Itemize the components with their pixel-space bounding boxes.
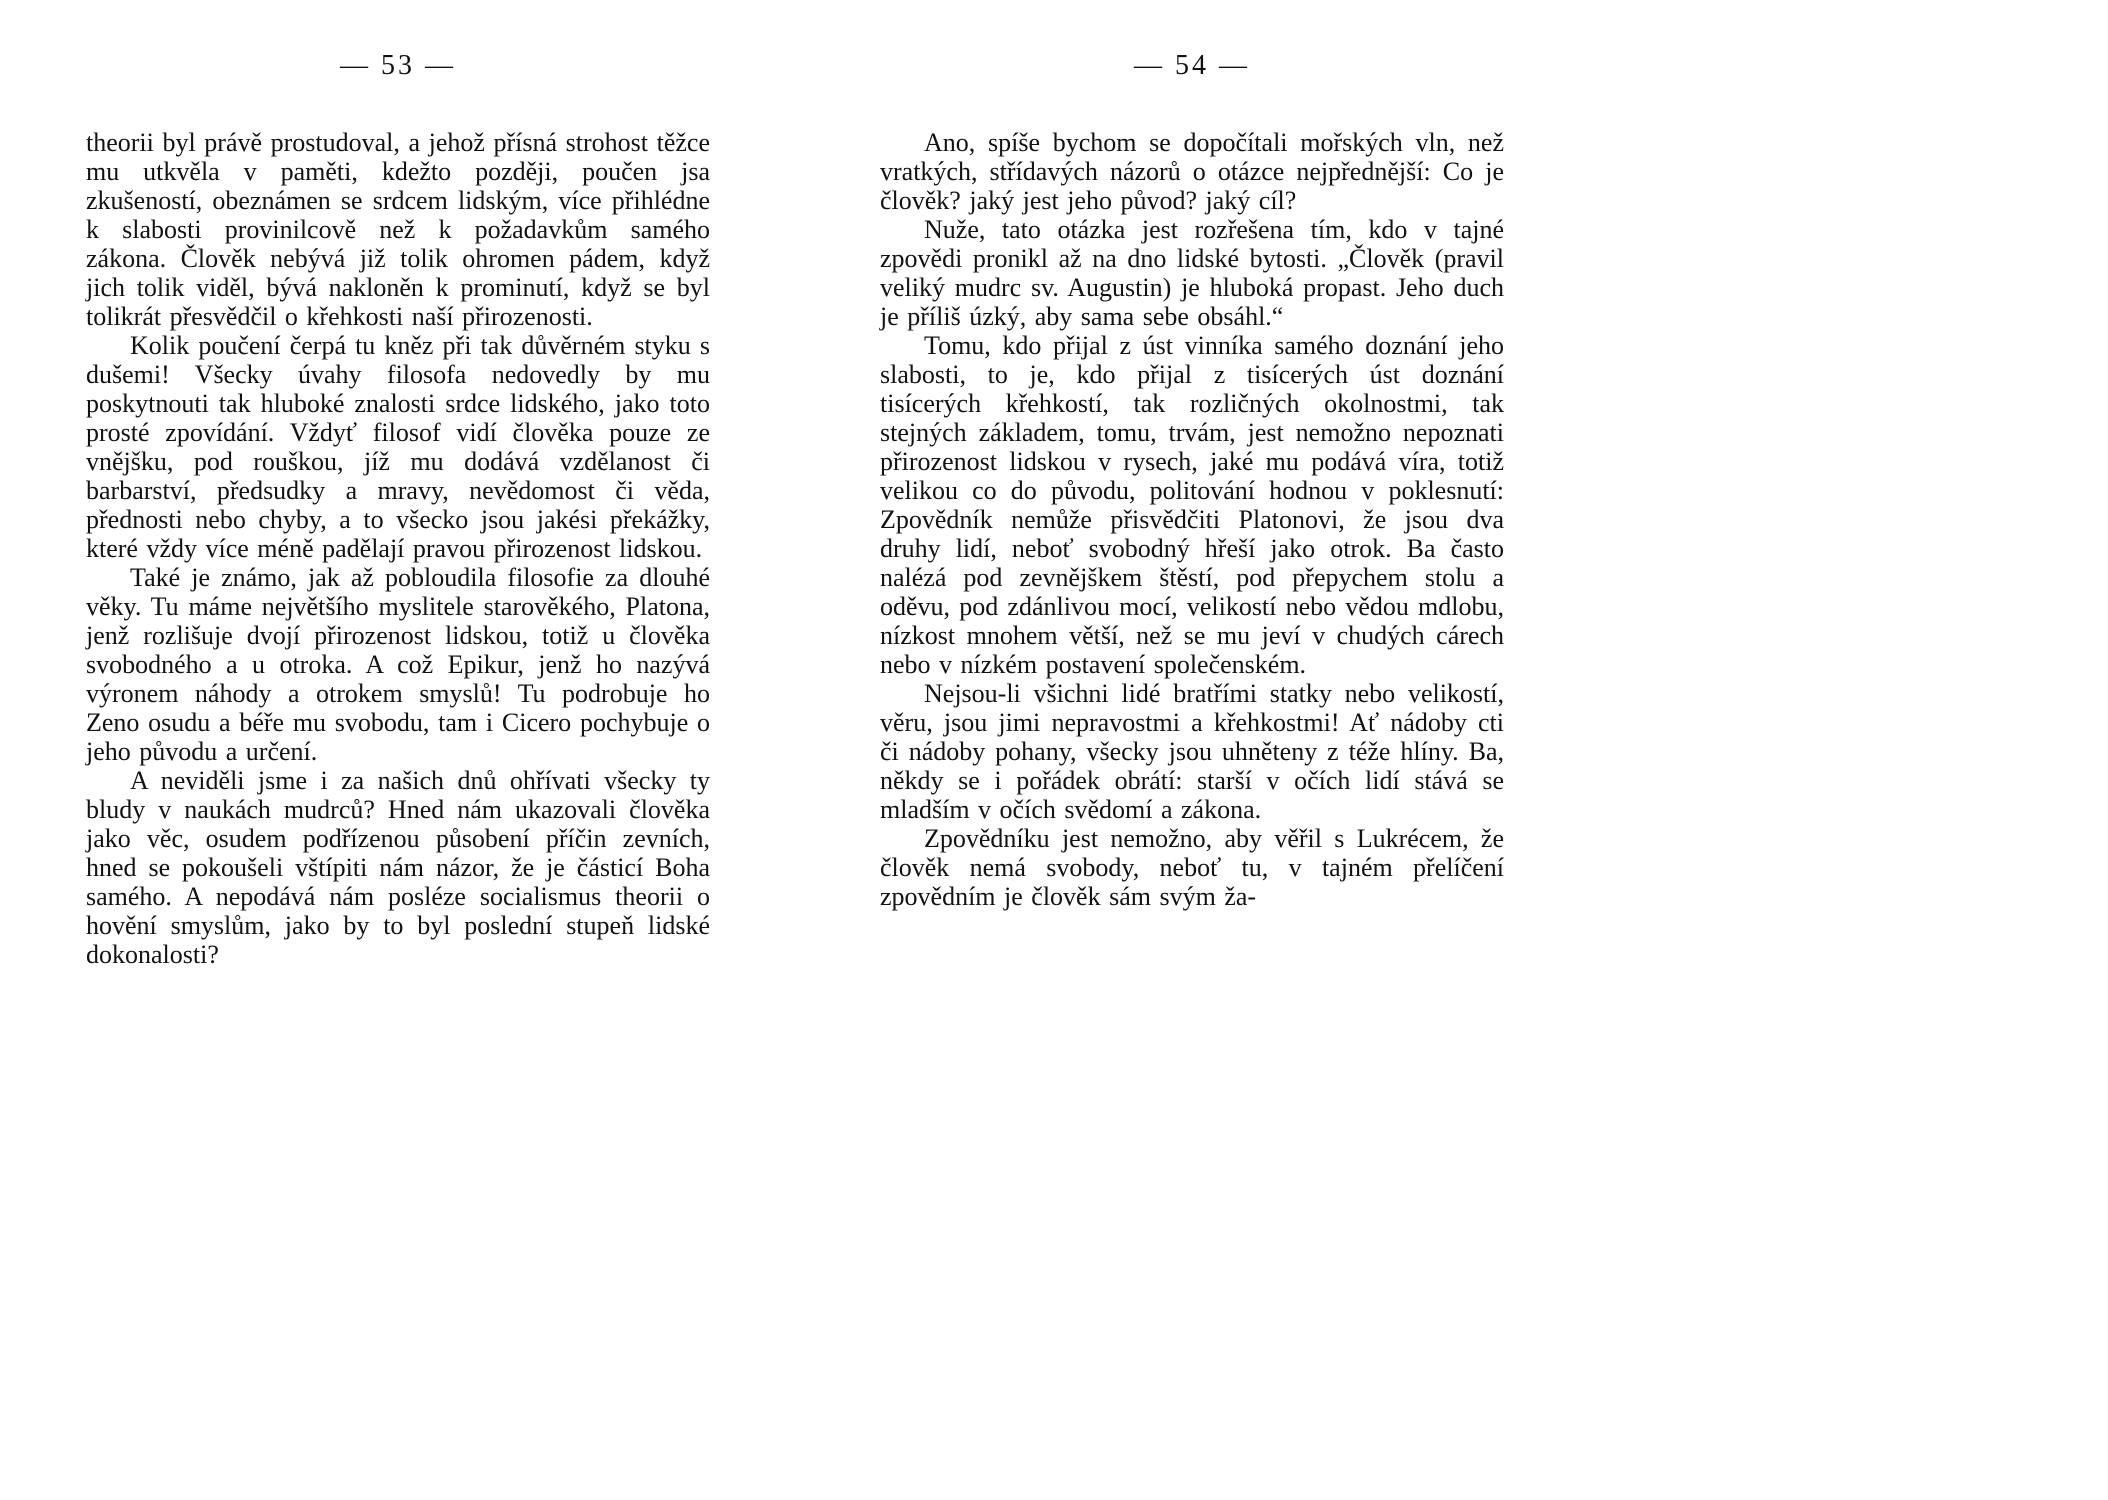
page-54 — [880, 50, 1504, 911]
page-number-54: — 54 — — [1134, 50, 1250, 81]
page-53 — [86, 50, 710, 969]
page-number-53: — 53 — — [340, 50, 456, 81]
paragraph: Nejsou-li všichni lidé bratřími statky nebo velikostí, věru, jsou jimi nepravostmi a křehkostmi! Ať nádoby cti či nádoby pohany, všecky jsou uhněteny z téže hlíny. Ba, někdy se i pořádek obrátí: starší v očích lidí stává se mladším v očích svědomí a zákona. — [880, 679, 1504, 824]
paragraph: Kolik poučení čerpá tu kněz při tak důvěrném styku s dušemi! Všecky úvahy filosofa nedovedly by mu poskytnouti tak hluboké znalosti srdce lidského, jako toto prosté zpovídání. Vždyť filosof vidí člověka pouze ze vnějšku, pod rouškou, jíž mu dodává vzdělanost či barbarství, předsudky a mravy, nevědomost či věda, přednosti nebo chyby, a to všecko jsou jakési překážky, které vždy více méně padělají pravou přirozenost lidskou. — [86, 331, 710, 563]
paragraph: Ano, spíše bychom se dopočítali mořských vln, než vratkých, střídavých názorů o otázce nejpřednější: Co je člověk? jaký jest jeho původ? jaký cíl? — [880, 128, 1504, 215]
paragraph: Také je známo, jak až pobloudila filosofie za dlouhé věky. Tu máme největšího myslitele starověkého, Platona, jenž rozlišuje dvojí přirozenost lidskou, totiž u člověka svobodného a u otroka. A což Epikur, jenž ho nazývá výronem náhody a otrokem smyslů! Tu podrobuje ho Zeno osudu a béře mu svobodu, tam i Cicero pochybuje o jeho původu a určení. — [86, 563, 710, 766]
paragraph: Tomu, kdo přijal z úst vinníka samého doznání jeho slabosti, to je, kdo přijal z tisícerých úst doznání tisícerých křehkostí, tak rozličných okolnostmi, tak stejných základem, tomu, trvám, jest nemožno nepoznati přirozenost lidskou v rysech, jaké mu podává víra, totiž velikou co do původu, politování hodnou v poklesnutí: Zpovědník nemůže přisvědčiti Platonovi, že jsou dva druhy lidí, neboť svobodný hřeší jako otrok. Ba často nalézá pod zevnějškem štěstí, pod přepychem stolu a oděvu, pod zdánlivou mocí, velikostí nebo vědou mdlobu, nízkost mnohem větší, než se mu jeví v chudých cárech nebo v nízkém postavení společenském. — [880, 331, 1504, 679]
paragraph: A neviděli jsme i za našich dnů ohřívati všecky ty bludy v naukách mudrců? Hned nám ukazovali člověka jako věc, osudem podřízenou působení příčin zevních, hned se pokoušeli vštípiti nám názor, že je částicí Boha samého. A nepodává nám posléze socialismus theorii o hovění smyslům, jako by to byl poslední stupeň lidské dokonalosti? — [86, 766, 710, 969]
paragraph: Nuže, tato otázka jest rozřešena tím, kdo v tajné zpovědi pronikl až na dno lidské bytosti. „Člověk (pravil veliký mudrc sv. Augustin) je hluboká propast. Jeho duch je příliš úzký, aby sama sebe obsáhl.“ — [880, 215, 1504, 331]
paragraph: Zpovědníku jest nemožno, aby věřil s Lukrécem, že člověk nemá svobody, neboť tu, v tajném přelíčení zpovědním je člověk sám svým ža- — [880, 824, 1504, 911]
paragraph: theorii byl právě prostudoval, a jehož přísná strohost těžce mu utkvěla v paměti, kdežto později, poučen jsa zkušeností, obeznámen se srdcem lidským, více přihlédne k slabosti provinilcově než k požadavkům samého zákona. Člověk nebývá již tolik ohromen pádem, když jich tolik viděl, bývá nakloněn k prominutí, když se byl tolikrát přesvědčil o křehkosti naší přirozenosti. — [86, 128, 710, 331]
